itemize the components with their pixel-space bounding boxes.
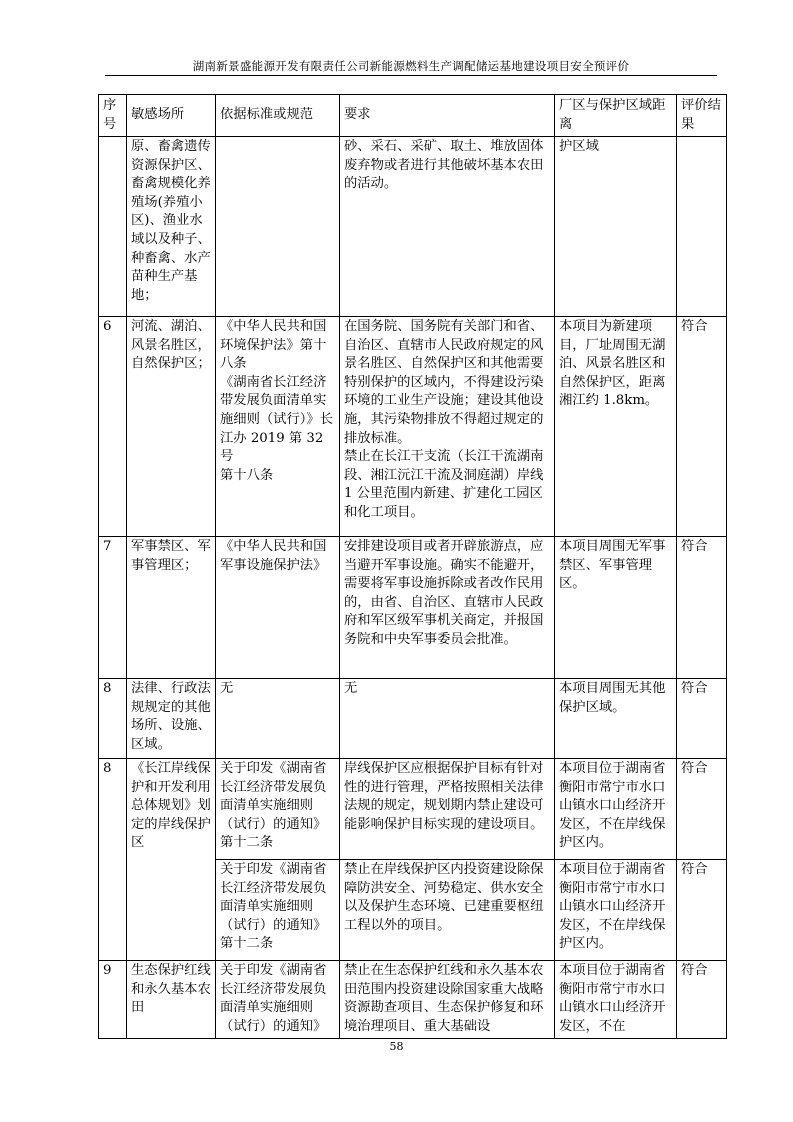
- row-no: 9: [99, 961, 127, 1039]
- row-requirement: 无: [340, 679, 555, 759]
- col-header-distance: 厂区与保护区域距离: [555, 95, 677, 137]
- col-header-place: 敏感场所: [127, 95, 216, 137]
- row-basis: 关于印发《湖南省长江经济带发展负面清单实施细则（试行）的通知》: [216, 961, 340, 1039]
- row-requirement: 安排建设项目或者开辟旅游点，应当避开军事设施。确实不能避开，需要将军事设施拆除或者改作民用的，由省、自治区、直辖市人民政府和军区级军事机关商定，并报国务院和中央军事委员会批准。: [340, 537, 555, 679]
- row-basis: 关于印发《湖南省长江经济带发展负面清单实施细则（试行）的通知》第十二条: [216, 759, 340, 860]
- row-basis: 关于印发《湖南省长江经济带发展负面清单实施细则（试行）的通知》第十二条: [216, 860, 340, 961]
- col-header-result: 评价结果: [677, 95, 727, 137]
- row-no: [99, 137, 127, 317]
- table-row: [99, 137, 727, 317]
- row-distance: 本项目位于湖南省衡阳市常宁市水口山镇水口山经济开发区，不在: [555, 961, 677, 1039]
- table-row: [99, 537, 727, 679]
- row-no: 8: [99, 679, 127, 759]
- row-no: 8: [99, 759, 127, 961]
- row-distance: 护区域: [555, 137, 677, 317]
- table-row: [99, 961, 727, 1039]
- row-no: 6: [99, 317, 127, 537]
- row-basis: 无: [216, 679, 340, 759]
- row-requirement: 禁止在岸线保护区内投资建设除保障防洪安全、河势稳定、供水安全以及保护生态环境、已建重要枢纽工程以外的项目。: [340, 860, 555, 961]
- page-number: 58: [389, 1040, 404, 1053]
- row-distance: 本项目位于湖南省衡阳市常宁市水口山镇水口山经济开发区，不在岸线保护区内。: [555, 860, 677, 961]
- col-header-requirement: 要求: [340, 95, 555, 137]
- row-basis: [216, 137, 340, 317]
- col-header-no: 序号: [99, 95, 127, 137]
- row-distance: 本项目为新建项目，厂址周围无湖泊、风景名胜区和自然保护区，距离湘江约 1.8km。: [555, 317, 677, 537]
- row-place: 军事禁区、军事管理区；: [127, 537, 216, 679]
- row-result: 符合: [677, 317, 727, 537]
- row-place: 生态保护红线和永久基本农田: [127, 961, 216, 1039]
- row-result: 符合: [677, 759, 727, 860]
- row-place: 法律、行政法规规定的其他场所、设施、区域。: [127, 679, 216, 759]
- row-result: 符合: [677, 961, 727, 1039]
- row-distance: 本项目周围无其他保护区域。: [555, 679, 677, 759]
- requirement-text: 在国务院、国务院有关部门和省、自治区、直辖市人民政府规定的风景名胜区、自然保护区和其他需要特别保护的区域内，不得建设污染环境的工业生产设施；建设其他设施，其污染物排放不得超过规定的排放标准。 禁止在长江干支流（长江干流湖南段、湘江沅江干流及洞庭湖）岸线 1 公里范围内新建、扩建化工园区和化工项目。: [344, 319, 544, 520]
- row-no: 7: [99, 537, 127, 679]
- row-requirement: 岸线保护区应根据保护目标有针对性的进行管理，严格按照相关法律法规的规定，规划期内禁止建设可能影响保护目标实现的建设项目。: [340, 759, 555, 860]
- row-result: [677, 137, 727, 317]
- row-place: 《长江岸线保护和开发利用总体规划》划定的岸线保护区: [127, 759, 216, 961]
- basis-text: 《中华人民共和国环境保护法》第十八条 《湖南省长江经济带发展负面清单实施细则（试行）》长江办 2019 第 32 号 第十八条: [220, 319, 334, 483]
- row-result: 符合: [677, 860, 727, 961]
- table-row: [99, 759, 727, 860]
- row-basis: [216, 317, 340, 537]
- table-row: [99, 679, 727, 759]
- table-header-row: [99, 95, 727, 137]
- header-divider: [105, 75, 717, 76]
- row-basis: 《中华人民共和国军事设施保护法》: [216, 537, 340, 679]
- row-place: 原、畜禽遗传资源保护区、畜禽规模化养殖场(养殖小区)、渔业水域以及种子、种畜禽、水产苗种生产基地；: [127, 137, 216, 317]
- page-header-title: 湖南新景盛能源开发有限责任公司新能源燃料生产调配储运基地建设项目安全预评价: [192, 59, 630, 73]
- row-result: 符合: [677, 537, 727, 679]
- sensitive-sites-table: [98, 94, 727, 1039]
- col-header-basis: 依据标准或规范: [216, 95, 340, 137]
- table-row: [99, 317, 727, 537]
- row-distance: 本项目周围无军事禁区、军事管理区。: [555, 537, 677, 679]
- row-distance: 本项目位于湖南省衡阳市常宁市水口山镇水口山经济开发区，不在岸线保护区内。: [555, 759, 677, 860]
- row-place: 河流、湖泊、风景名胜区，自然保护区；: [127, 317, 216, 537]
- row-requirement: [340, 317, 555, 537]
- row-requirement: 禁止在生态保护红线和永久基本农田范围内投资建设除国家重大战略资源勘查项目、生态保护修复和环境治理项目、重大基础设: [340, 961, 555, 1039]
- row-result: 符合: [677, 679, 727, 759]
- row-requirement: 砂、采石、采矿、取土、堆放固体废弃物或者进行其他破坏基本农田的活动。: [340, 137, 555, 317]
